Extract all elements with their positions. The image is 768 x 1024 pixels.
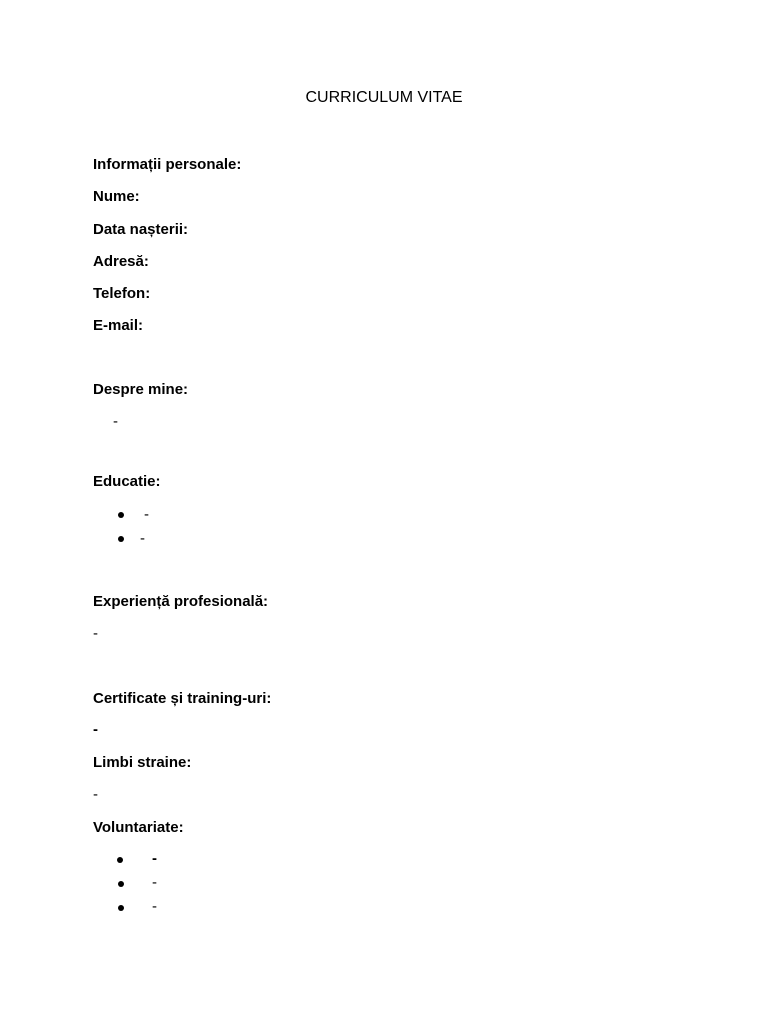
languages-value: - xyxy=(93,786,98,803)
experience-heading: Experiență profesională: xyxy=(93,593,269,610)
phone-label: Telefon: xyxy=(93,285,151,302)
volunteering-heading: Voluntariate: xyxy=(93,819,184,836)
about-heading: Despre mine: xyxy=(93,381,189,398)
name-label: Nume: xyxy=(93,188,140,205)
certificates-value: - xyxy=(93,721,98,738)
document-title: CURRICULUM VITAE xyxy=(305,89,463,106)
languages-heading: Limbi straine: xyxy=(93,754,192,771)
bullet-icon xyxy=(118,536,124,542)
education-heading: Educatie: xyxy=(93,473,161,490)
education-item: - xyxy=(144,506,149,523)
certificates-heading: Certificate și training-uri: xyxy=(93,690,272,707)
bullet-icon xyxy=(118,512,124,518)
dob-label: Data nașterii: xyxy=(93,221,189,238)
volunteering-item: - xyxy=(152,898,157,915)
address-label: Adresă: xyxy=(93,253,149,270)
personal-info-heading: Informații personale: xyxy=(93,156,242,173)
about-value: - xyxy=(113,413,118,430)
bullet-icon xyxy=(118,905,124,911)
bullet-icon xyxy=(118,881,124,887)
experience-value: - xyxy=(93,625,98,642)
volunteering-item: - xyxy=(152,874,157,891)
bullet-icon xyxy=(117,857,123,863)
email-label: E-mail: xyxy=(93,317,144,334)
education-item: - xyxy=(140,530,145,547)
volunteering-item: - xyxy=(152,850,157,867)
